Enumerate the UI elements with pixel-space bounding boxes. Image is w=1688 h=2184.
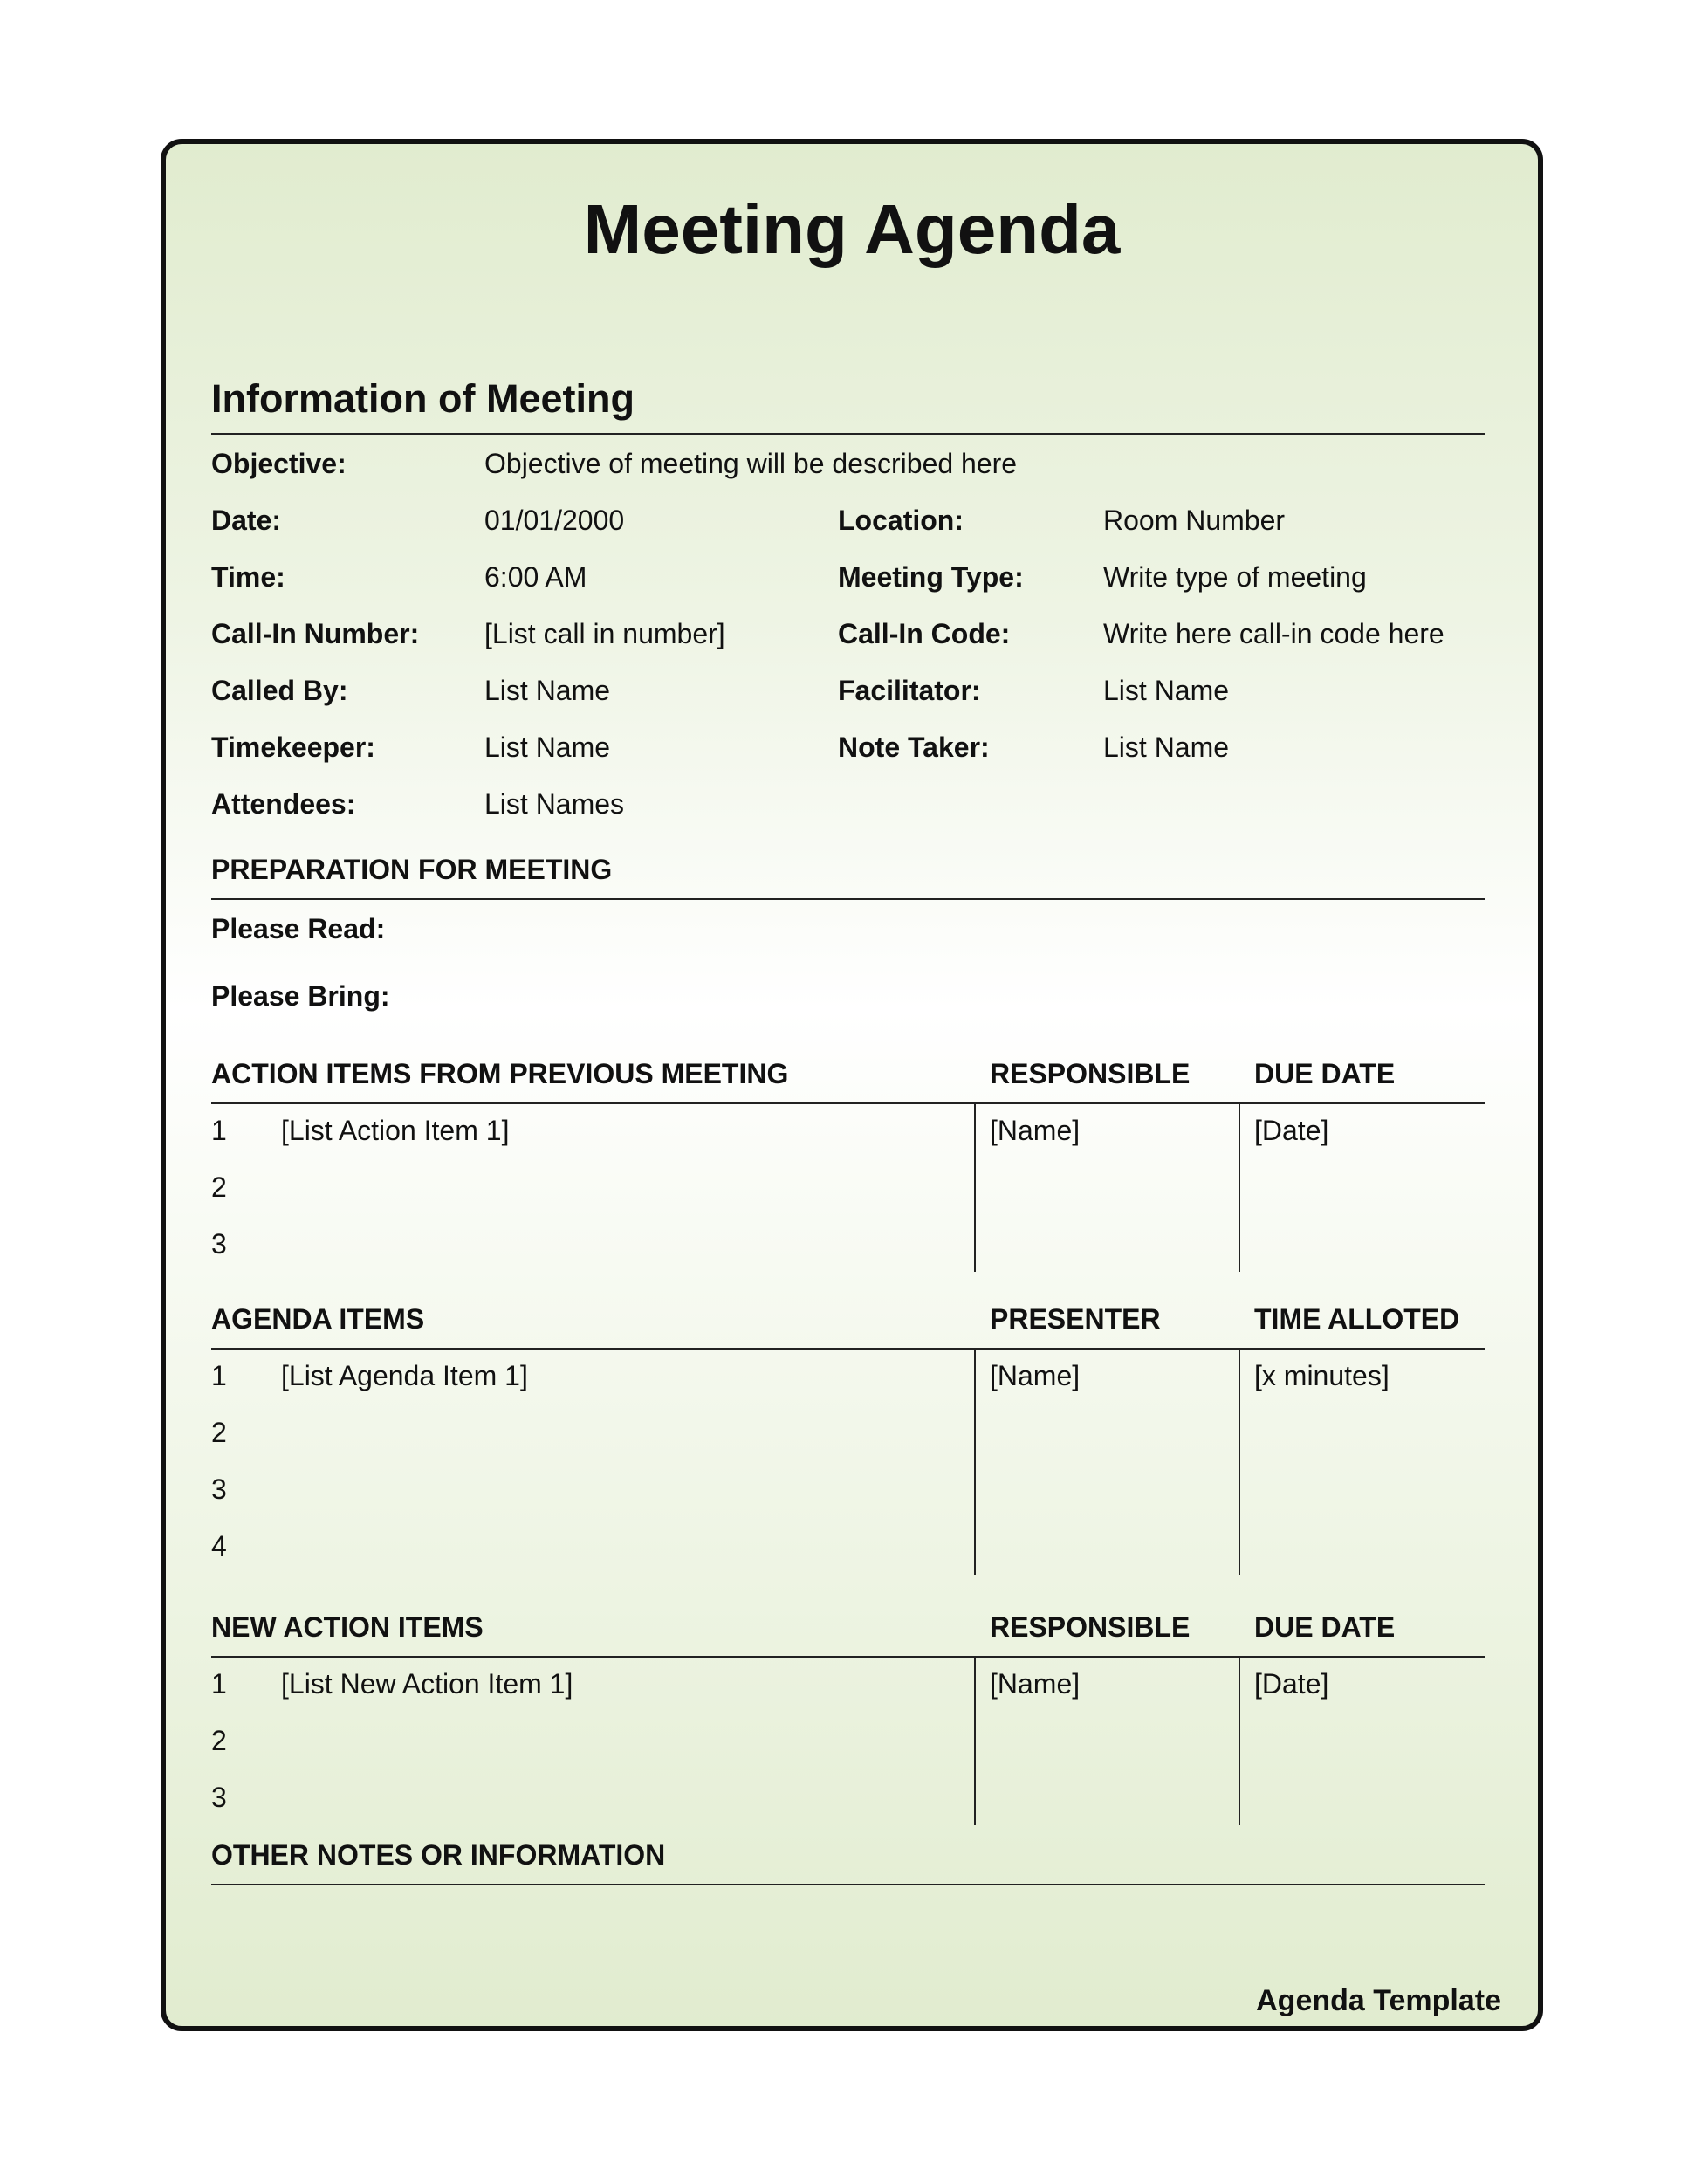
previous-action-row-2-num: 2: [211, 1171, 227, 1203]
new-actions-col-line-1: [974, 1656, 976, 1825]
previous-actions-col-due-date: DUE DATE: [1254, 1058, 1396, 1089]
previous-actions-col-line-1: [974, 1102, 976, 1272]
previous-action-row-1-item: [List Action Item 1]: [281, 1115, 510, 1146]
date-value: 01/01/2000: [484, 505, 625, 536]
agenda-item-row-1-presenter: [Name]: [990, 1360, 1081, 1391]
timekeeper-value: List Name: [484, 731, 611, 763]
previous-action-row-3-num: 3: [211, 1228, 227, 1260]
other-notes-heading: OTHER NOTES OR INFORMATION: [211, 1839, 666, 1871]
new-actions-col-line-2: [1239, 1656, 1240, 1825]
agenda-item-row-1-time: [x minutes]: [1254, 1360, 1390, 1391]
new-actions-divider: [211, 1656, 1485, 1658]
new-action-row-2-num: 2: [211, 1725, 227, 1756]
new-actions-col-responsible: RESPONSIBLE: [990, 1611, 1191, 1643]
meeting-type-label: Meeting Type:: [838, 561, 1024, 593]
agenda-items-col-presenter: PRESENTER: [990, 1303, 1161, 1335]
objective-value: Objective of meeting will be described here: [484, 448, 1018, 479]
agenda-items-heading: AGENDA ITEMS: [211, 1303, 425, 1335]
please-read-label: Please Read:: [211, 913, 386, 944]
note-taker-value: List Name: [1103, 731, 1230, 763]
agenda-item-row-3-num: 3: [211, 1473, 227, 1505]
facilitator-value: List Name: [1103, 675, 1230, 706]
other-notes-divider: [211, 1884, 1485, 1885]
preparation-heading: PREPARATION FOR MEETING: [211, 854, 613, 885]
preparation-divider: [211, 898, 1485, 900]
previous-actions-divider: [211, 1102, 1485, 1104]
agenda-item-row-1-num: 1: [211, 1360, 227, 1391]
previous-action-row-1-due-date: [Date]: [1254, 1115, 1329, 1146]
call-in-code-label: Call-In Code:: [838, 618, 1011, 649]
call-in-code-value: Write here call-in code here: [1103, 618, 1444, 649]
call-in-number-value: [List call in number]: [484, 618, 725, 649]
agenda-items-col-line-2: [1239, 1348, 1240, 1575]
location-value: Room Number: [1103, 505, 1286, 536]
previous-actions-col-responsible: RESPONSIBLE: [990, 1058, 1191, 1089]
new-action-row-1-responsible: [Name]: [990, 1668, 1081, 1700]
page-title: Meeting Agenda: [583, 190, 1121, 268]
new-action-row-3-num: 3: [211, 1782, 227, 1813]
new-actions-heading: NEW ACTION ITEMS: [211, 1611, 484, 1643]
previous-action-row-1-num: 1: [211, 1115, 227, 1146]
info-heading: Information of Meeting: [211, 376, 635, 421]
agenda-sheet: [161, 139, 1543, 2031]
previous-actions-col-line-2: [1239, 1102, 1240, 1272]
new-action-row-1-due-date: [Date]: [1254, 1668, 1329, 1700]
info-divider: [211, 433, 1485, 435]
footer-label: Agenda Template: [1256, 1984, 1501, 2017]
time-value: 6:00 AM: [484, 561, 587, 593]
agenda-item-row-2-num: 2: [211, 1417, 227, 1448]
previous-actions-heading: ACTION ITEMS FROM PREVIOUS MEETING: [211, 1058, 789, 1089]
previous-action-row-1-responsible: [Name]: [990, 1115, 1081, 1146]
new-actions-col-due-date: DUE DATE: [1254, 1611, 1396, 1643]
new-action-row-1-num: 1: [211, 1668, 227, 1700]
meeting-type-value: Write type of meeting: [1103, 561, 1367, 593]
attendees-value: List Names: [484, 788, 625, 820]
attendees-label: Attendees:: [211, 788, 356, 820]
location-label: Location:: [838, 505, 964, 536]
please-bring-label: Please Bring:: [211, 980, 390, 1012]
agenda-items-col-time-alloted: TIME ALLOTED: [1254, 1303, 1460, 1335]
agenda-item-row-1-item: [List Agenda Item 1]: [281, 1360, 528, 1391]
agenda-items-col-line-1: [974, 1348, 976, 1575]
timekeeper-label: Timekeeper:: [211, 731, 375, 763]
date-label: Date:: [211, 505, 282, 536]
called-by-label: Called By:: [211, 675, 348, 706]
agenda-item-row-4-num: 4: [211, 1530, 227, 1562]
new-action-row-1-item: [List New Action Item 1]: [281, 1668, 573, 1700]
note-taker-label: Note Taker:: [838, 731, 990, 763]
objective-label: Objective:: [211, 448, 347, 479]
facilitator-label: Facilitator:: [838, 675, 981, 706]
called-by-value: List Name: [484, 675, 611, 706]
time-label: Time:: [211, 561, 285, 593]
agenda-items-divider: [211, 1348, 1485, 1350]
call-in-number-label: Call-In Number:: [211, 618, 420, 649]
